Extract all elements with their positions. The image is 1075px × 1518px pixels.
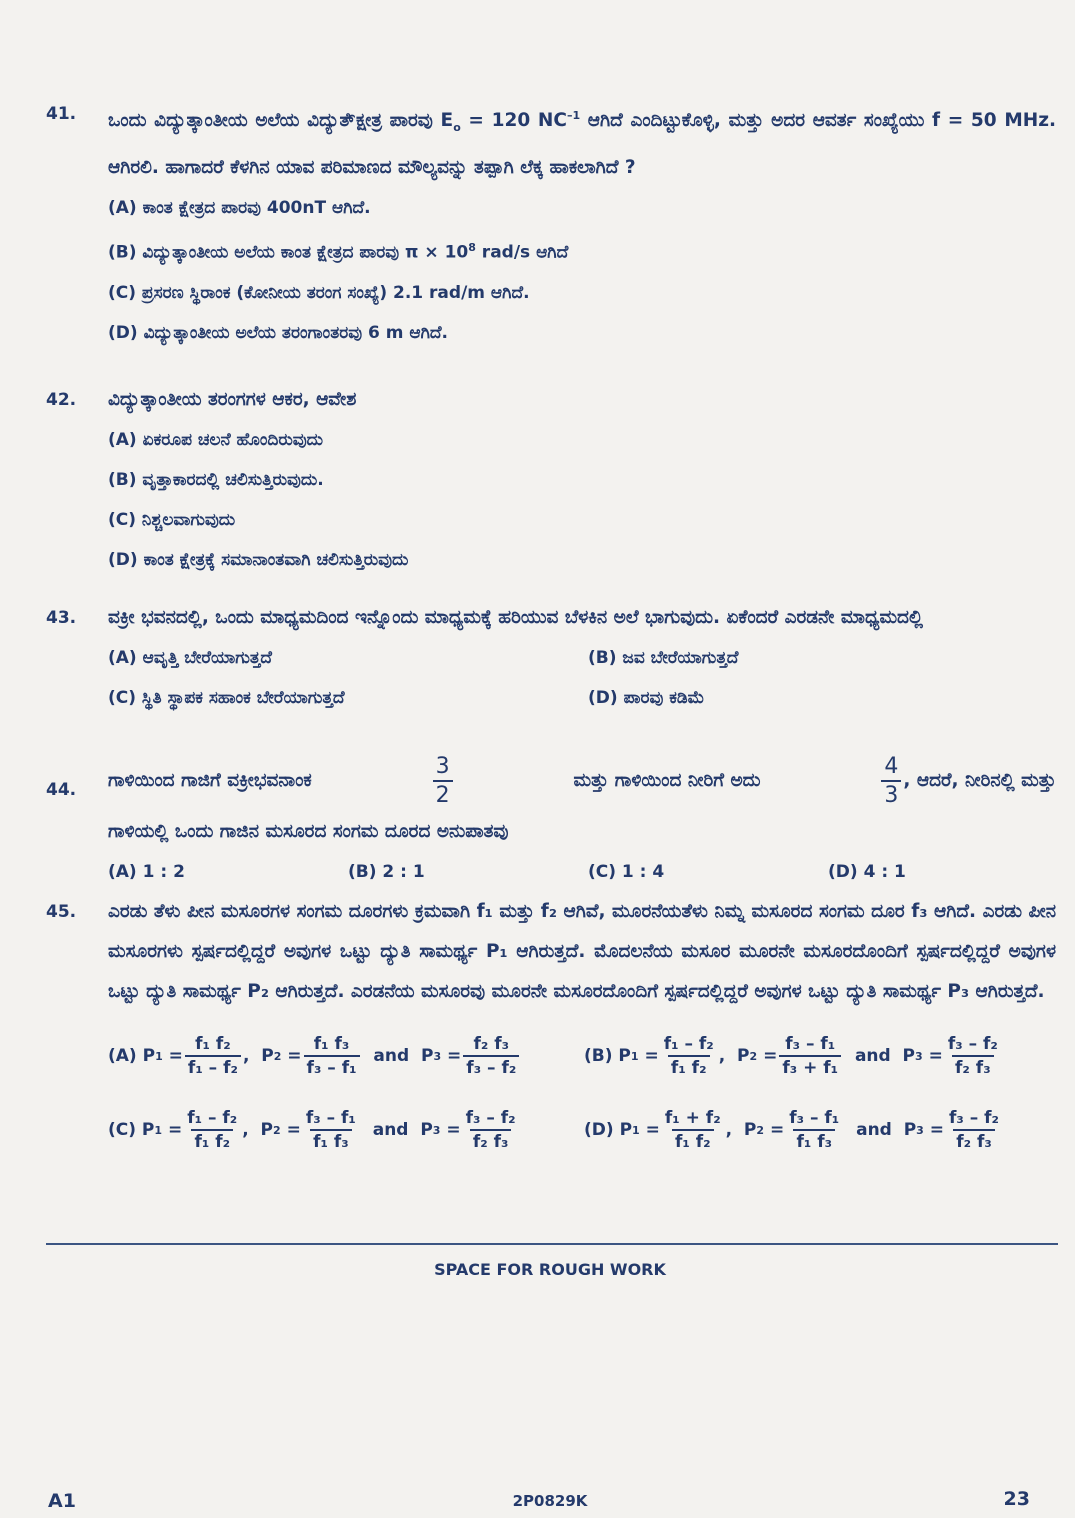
option-c[interactable]: (C) ನಿಶ್ಚಲವಾಗುವುದು: [108, 510, 236, 530]
fraction: $\frac{\text{f₁ – f₂}}{\text{f₁ f₂}}$: [663, 1033, 714, 1078]
question-number: 45.: [46, 902, 77, 922]
option-b[interactable]: (B) ವೃತ್ತಾಕಾರದಲ್ಲಿ ಚಲಿಸುತ್ತಿರುವುದು.: [108, 470, 324, 490]
fraction: $\frac{\text{f₃ – f₁}}{\text{f₃ + f₁}}$: [779, 1036, 841, 1077]
option-a[interactable]: (A) ಕಾಂತ ಕ್ಷೇತ್ರದ ಪಾರವು 400nT ಆಗಿದೆ.: [108, 197, 371, 218]
fraction: $\frac{\text{f₃ – f₂}}{\text{f₂ f₃}}$: [465, 1107, 516, 1152]
question-41: [46, 96, 1056, 353]
option-a[interactable]: (A) ಏಕರೂಪ ಚಲನೆ ಹೊಂದಿರುವುದು: [108, 430, 324, 450]
fraction: $\frac{\text{f₁ + f₂}}{\text{f₁ f₂}}$: [664, 1107, 721, 1152]
rough-work-label: SPACE FOR ROUGH WORK: [434, 1260, 666, 1279]
question-45: [46, 892, 1056, 1168]
divider: [46, 1243, 1058, 1245]
fraction: $\frac{\text{f₃ – f₂}}{\text{f₂ f₃}}$: [948, 1107, 1000, 1152]
option-b[interactable]: (B) ಜವ ಬೇರೆಯಾಗುತ್ತದೆ: [588, 648, 739, 668]
option-a[interactable]: (A) 1 : 2: [108, 862, 185, 882]
fraction: $\frac{\text{f₁ f₃}}{\text{f₃ – f₁}}$: [304, 1036, 360, 1077]
option-c[interactable]: (C) ಸ್ಥಿತಿ ಸ್ಥಾಪಕ ಸಹಾಂಕ ಬೇರೆಯಾಗುತ್ತದೆ: [108, 688, 345, 708]
option-d[interactable]: (D) P 1 = $\frac{\text{f₁ + f₂}}{\text{f₁ f₂}}$ , P 2 = $\frac{\text{f₃ – f₁}}{\text{f₁ f₃}}$ and P 3 = $\frac{\text{f₃ – f₂}}{\text{f₂ f₃}}$: [584, 1110, 1004, 1151]
question-43: [46, 598, 1056, 718]
fraction: $\frac{\text{f₁ – f₂}}{\text{f₁ f₂}}$: [187, 1107, 238, 1152]
option-c[interactable]: (C) P 1 = $\frac{\text{f₁ – f₂}}{\text{f₁ f₂}}$ , P 2 = $\frac{\text{f₃ – f₁}}{\text{f₁ f₃}}$ and P 3 = $\frac{\text{f₃ – f₂}}{\text{f₂ f₃}}$: [108, 1110, 584, 1151]
question-44: [46, 750, 1056, 892]
options-row-2: [108, 678, 1056, 718]
options-row-2: [108, 1092, 1056, 1168]
question-text: ವಿದ್ಯುತ್ಕಾಂತೀಯ ತರಂಗಗಳ ಆಕರ, ಆವೇಶ: [108, 389, 357, 410]
fraction: $\frac{4}{3}$: [881, 756, 901, 807]
question-42: [46, 380, 1056, 580]
question-number: 44.: [46, 780, 77, 800]
option-d[interactable]: (D) ಕಾಂತ ಕ್ಷೇತ್ರಕ್ಕೆ ಸಮಾನಾಂತವಾಗಿ ಚಲಿಸುತ್ತಿರುವುದು: [108, 550, 409, 570]
fraction: $\frac{\text{f₃ – f₂}}{\text{f₂ f₃}}$: [947, 1033, 998, 1078]
fraction: $\frac{\text{f₃ – f₁}}{\text{f₁ f₃}}$: [305, 1107, 356, 1152]
paper-code: 2P0829K: [512, 1492, 588, 1510]
question-text-2: ಗಾಳಿಯಲ್ಲಿ ಒಂದು ಗಾಜಿನ ಮಸೂರದ ಸಂಗಮ ದೂರದ ಅನುಪಾತವು: [108, 821, 509, 842]
option-d[interactable]: (D) 4 : 1: [828, 862, 906, 882]
option-a[interactable]: (A) P 1 = $\frac{\text{f₁ f₂}}{\text{f₁ – f₂}}$ , P 2 = $\frac{\text{f₁ f₃}}{\text{f₃ – f₁}}$ and P 3 = $\frac{\text{f₂ f₃}}{\text{f₃ – f₂}}$: [108, 1036, 584, 1077]
question-number: 43.: [46, 608, 77, 628]
fraction: $\frac{3}{2}$: [433, 756, 453, 807]
options-row: [108, 852, 1056, 892]
option-d[interactable]: (D) ಪಾರವು ಕಡಿಮೆ: [588, 688, 705, 708]
option-a[interactable]: (A) ಆವೃತ್ತಿ ಬೇರೆಯಾಗುತ್ತದೆ: [108, 648, 272, 668]
question-text: ಗಾಳಿಯಿಂದ ಗಾಜಿಗೆ ವಕ್ರೀಭವನಾಂಕ $\frac{3}{2}$ ಮತ್ತು ಗಾಳಿಯಿಂದ ನೀರಿಗೆ ಅದು $\frac{4}{3}$ , ಆದರೆ, ನೀರಿನಲ್ಲಿ ಮತ್ತು: [108, 753, 1056, 808]
fraction: $\frac{\text{f₃ – f₁}}{\text{f₁ f₃}}$: [789, 1107, 840, 1152]
option-c[interactable]: (C) 1 : 4: [588, 862, 665, 882]
option-c[interactable]: (C) ಪ್ರಸರಣ ಸ್ಥಿರಾಂಕ (ಕೋನೀಯ ತರಂಗ ಸಂಖ್ಯೆ) 2.1 rad/m ಆಗಿದೆ.: [108, 282, 530, 303]
question-number: 42.: [46, 390, 77, 410]
booklet-code: A1: [48, 1490, 76, 1512]
question-text: ಒಂದು ವಿದ್ಯುತ್ಕಾಂತೀಯ ಅಲೆಯ ವಿದ್ಯುತ್ಕ್ಷೇತ್ರ ಪಾರವು $E_o = 120$ $NC^{-1}$ ಆಗಿದೆ ಎಂದಿಟ್ಟುಕೊಳ್ಳಿ, ಮತ್ತು ಅದರ ಆವರ್ತ ಸಂಖ್ಯೆಯು f = 50 MHz. ಆಗಿರಲಿ. ಹಾಗಾದರೆ ಕೆಳಗಿನ ಯಾವ ಪರಿಮಾಣದ ಮೌಲ್ಯವನ್ನು ತಪ್ಪಾಗಿ ಲೆಕ್ಕ ಹಾಕಲಾಗಿದೆ ?: [108, 109, 1057, 178]
question-number: 41.: [46, 104, 77, 124]
question-text: ವಕ್ರೀ ಭವನದಲ್ಲಿ, ಒಂದು ಮಾಧ್ಯಮದಿಂದ ಇನ್ನೊಂದು ಮಾಧ್ಯಮಕ್ಕೆ ಹರಿಯುವ ಬೆಳಕಿನ ಅಲೆ ಭಾಗುವುದು. ಏಕೆಂದರೆ ಎರಡನೇ ಮಾಧ್ಯಮದಲ್ಲಿ: [108, 607, 923, 628]
options-row-1: [108, 638, 1056, 678]
question-text: ಎರಡು ತೆಳು ಪೀನ ಮಸೂರಗಳ ಸಂಗಮ ದೂರಗಳು ಕ್ರಮವಾಗಿ f₁ ಮತ್ತು f₂ ಆಗಿವೆ, ಮೂರನೆಯತೆಳು ನಿಮ್ನ ಮಸೂರದ ಸಂಗಮ ದೂರ f₃ ಆಗಿದೆ. ಎರಡು ಪೀನ ಮಸೂರಗಳು ಸ್ಪರ್ಷದಲ್ಲಿದ್ದರೆ ಅವುಗಳ ಒಟ್ಟು ದ್ಯುತಿ ಸಾಮರ್ಥ್ಯ P₁ ಆಗಿರುತ್ತದೆ. ಮೊದಲನೆಯ ಮಸೂರ ಮೂರನೇ ಮಸೂರದೊಂದಿಗೆ ಸ್ಪರ್ಷದಲ್ಲಿದ್ದರೆ ಅವುಗಳ ಒಟ್ಟು ದ್ಯುತಿ ಸಾಮರ್ಥ್ಯ P₂ ಆಗಿರುತ್ತದೆ. ಎರಡನೆಯ ಮಸೂರವು ಮೂರನೇ ಮಸೂರದೊಂದಿಗೆ ಸ್ಪರ್ಷದಲ್ಲಿದ್ದರೆ ಅವುಗಳ ಒಟ್ಟು ದ್ಯುತಿ ಸಾಮರ್ಥ್ಯ P₃ ಆಗಿರುತ್ತದೆ.: [108, 901, 1056, 1002]
option-b[interactable]: (B) 2 : 1: [348, 862, 425, 882]
option-d[interactable]: (D) ವಿದ್ಯುತ್ಕಾಂತೀಯ ಅಲೆಯ ತರಂಗಾಂತರವು 6 m ಆಗಿದೆ.: [108, 322, 448, 343]
option-b[interactable]: (B) ವಿದ್ಯುತ್ಕಾಂತೀಯ ಅಲೆಯ ಕಾಂತ ಕ್ಷೇತ್ರದ ಪಾರವು $\pi \times 10^8$ rad/s ಆಗಿದೆ: [108, 240, 569, 263]
fraction: $\frac{\text{f₂ f₃}}{\text{f₃ – f₂}}$: [463, 1036, 519, 1077]
option-b[interactable]: (B) P 1 = $\frac{\text{f₁ – f₂}}{\text{f₁ f₂}}$ , P 2 = $\frac{\text{f₃ – f₁}}{\text{f₃ + f₁}}$ and P 3 = $\frac{\text{f₃ – f₂}}{\text{f₂ f₃}}$: [584, 1036, 1003, 1077]
page-number: 23: [1003, 1488, 1030, 1510]
options-row-1: [108, 1020, 1056, 1092]
fraction: $\frac{\text{f₁ f₂}}{\text{f₁ – f₂}}$: [185, 1036, 241, 1077]
